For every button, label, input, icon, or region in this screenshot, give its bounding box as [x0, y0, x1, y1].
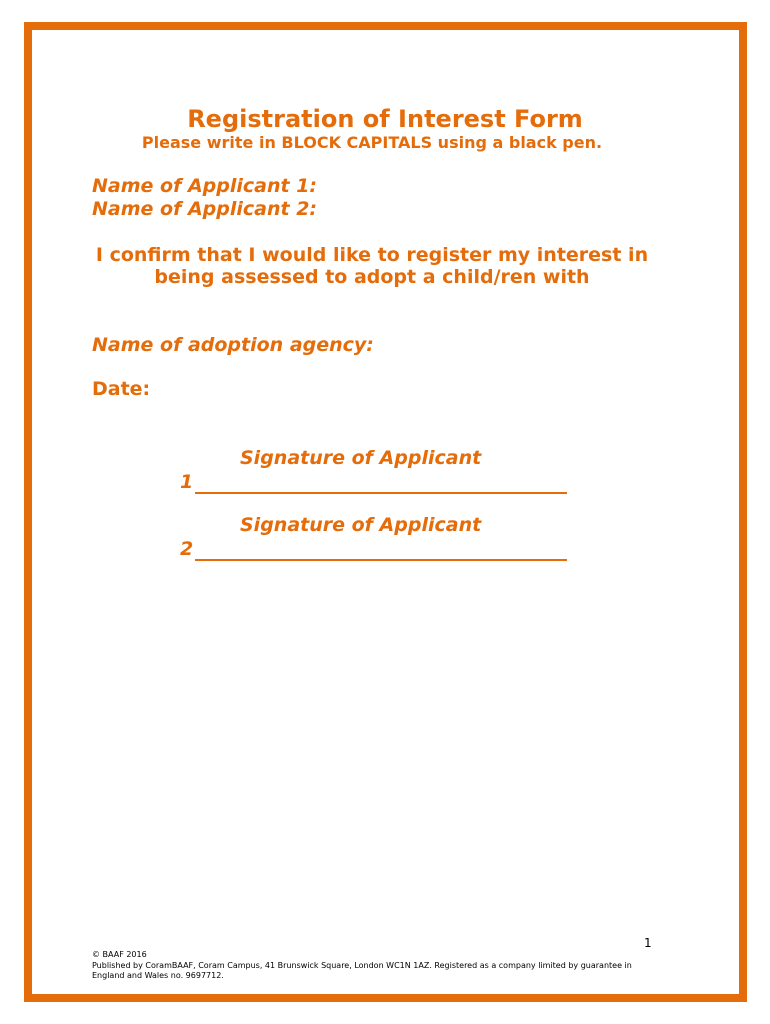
- signature-2-line[interactable]: [180, 538, 567, 561]
- page-border-frame: [24, 22, 747, 1002]
- signature-2-label: Signature of Applicant: [240, 514, 482, 536]
- form-instructions: Please write in BLOCK CAPITALS using a black pen.: [141, 133, 603, 152]
- footer: [92, 950, 662, 982]
- adoption-agency-label: Name of adoption agency:: [92, 334, 374, 356]
- date-label: Date:: [92, 378, 151, 400]
- applicant-2-name-label: Name of Applicant 2:: [92, 198, 318, 220]
- confirmation-statement: I confirm that I would like to register my interest in being assessed to adopt a child/ren with: [95, 244, 649, 288]
- signature-2-number: 2: [180, 538, 194, 560]
- applicant-1-name-label: Name of Applicant 1:: [92, 175, 318, 197]
- signature-1-line[interactable]: [180, 471, 567, 494]
- signature-1-number: 1: [180, 471, 194, 493]
- signature-1-rule: [195, 472, 567, 494]
- form-title: Registration of Interest Form: [187, 105, 583, 133]
- signature-2-rule: [195, 539, 567, 561]
- footer-copyright: © BAAF 2016: [92, 950, 147, 959]
- footer-publisher: Published by CoramBAAF, Coram Campus, 41 Brunswick Square, London WC1N 1AZ. Registered as a company limited by guarantee in England and Wales no. 9697712.: [92, 960, 632, 980]
- signature-1-label: Signature of Applicant: [240, 447, 482, 469]
- page-number: 1: [644, 936, 652, 950]
